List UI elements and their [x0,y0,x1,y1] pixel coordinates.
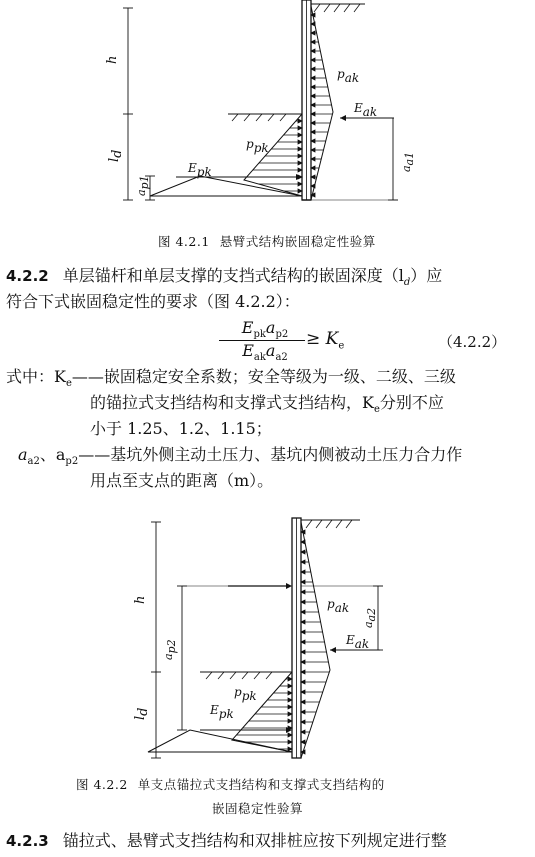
text-run: 单层锚杆和单层支撑的支挡式结构的嵌固深度（l [62,266,404,285]
subscript: d [403,277,411,289]
figure-number: 图 4.2.1 [158,234,210,249]
fig1-label-aa1 [400,152,416,172]
fig2-label-pak [327,597,349,615]
definition-text: ——嵌固稳定安全系数；安全等级为一级、二级、三级 [71,367,456,386]
section-number: 4.2.2 [6,267,49,285]
formula-numerator: $E_{pk}a_{p2}$ [241,318,289,341]
formula-relation: ≥ $K_e$ [306,329,345,352]
figure-title: 悬臂式结构嵌固稳定性验算 [219,234,376,249]
where-prefix: 式中：K [6,367,66,386]
fig2-label-eak [345,633,369,651]
term: a [18,445,28,464]
figure-4-2-1-caption [158,232,376,250]
definition-text: 的锚拉式支挡结构和支撑式支挡结构，K [90,393,374,412]
fig1-label-ppk [246,137,269,155]
definition-text: 小于 1.25、1.2、1.15； [90,419,272,438]
fig2-label-ap2 [162,639,178,660]
fig1-label-pak [337,67,359,85]
svg-text:Eak: Eak [346,633,370,651]
section-number: 4.2.3 [6,832,49,850]
fig2-label-h [133,596,148,604]
definition-text: ——基坑外侧主动土压力、基坑内侧被动土压力合力作 [78,445,463,464]
figure-title-continued: 嵌固稳定性验算 [212,801,304,816]
svg-text:Epk: Epk [210,703,234,721]
fig1-label-ld [107,150,125,163]
figure-title: 单支点锚拉式支挡结构和支撑式支挡结构的 [137,777,385,792]
subscript: p2 [65,456,79,468]
fig1-label-ap1 [135,175,151,196]
term: 、a [39,445,66,464]
fig1-label-h [105,56,120,64]
figure-4-2-1-diagram [0,0,535,215]
formula-denominator: $E_{ak}a_{a2}$ [242,341,288,364]
subscript: e [373,404,380,416]
definition-text: 用点至支点的距离（m）。 [90,471,274,490]
svg-text:Eak: Eak [354,101,378,119]
fig1-label-eak [353,101,377,119]
figure-4-2-2-caption-line1 [76,775,385,793]
section-4-2-3-line1 [6,828,532,854]
definition-text: 分别不应 [379,393,444,412]
text-run: ）应 [410,266,443,285]
figure-4-2-2-diagram [0,500,535,762]
svg-text:ap1: ap1 [135,175,151,196]
formula-number: （4.2.2） [438,333,507,351]
svg-text:h: h [105,55,120,64]
where-definition-ke-line3 [90,416,272,442]
fig2-label-aa2 [362,608,378,628]
svg-text:ppk: ppk [246,137,269,155]
text-run: 锚拉式、悬臂式支挡结构和双排桩应按下列规定进行整 [62,831,447,850]
svg-text:ap2: ap2 [162,639,178,660]
figure-number: 图 4.2.2 [76,777,128,792]
text-run: 符合下式嵌固稳定性的要求（图 4.2.2）： [6,292,300,311]
subscript: e [65,378,72,390]
svg-text:h: h [133,595,148,604]
svg-text:ld: ld [107,149,125,162]
subscript: a2 [27,456,40,468]
svg-text:pak: pak [337,67,360,85]
where-definition-aa2-ap2-line2 [90,468,273,494]
section-4-2-2-line2 [6,289,300,315]
svg-text:aa2: aa2 [362,607,378,628]
fig1-label-epk [187,161,212,179]
fig2-label-ppk [234,685,257,703]
fig2-label-epk [209,703,234,721]
svg-text:ppk: ppk [234,685,257,703]
figure-4-2-2-caption-line2 [212,799,303,817]
svg-text:Epk: Epk [188,161,212,179]
fig2-label-ld [133,708,151,721]
formula-4-2-2 [215,318,315,362]
svg-text:ld: ld [133,707,151,720]
svg-text:aa1: aa1 [400,151,416,172]
svg-text:pak: pak [327,597,350,615]
